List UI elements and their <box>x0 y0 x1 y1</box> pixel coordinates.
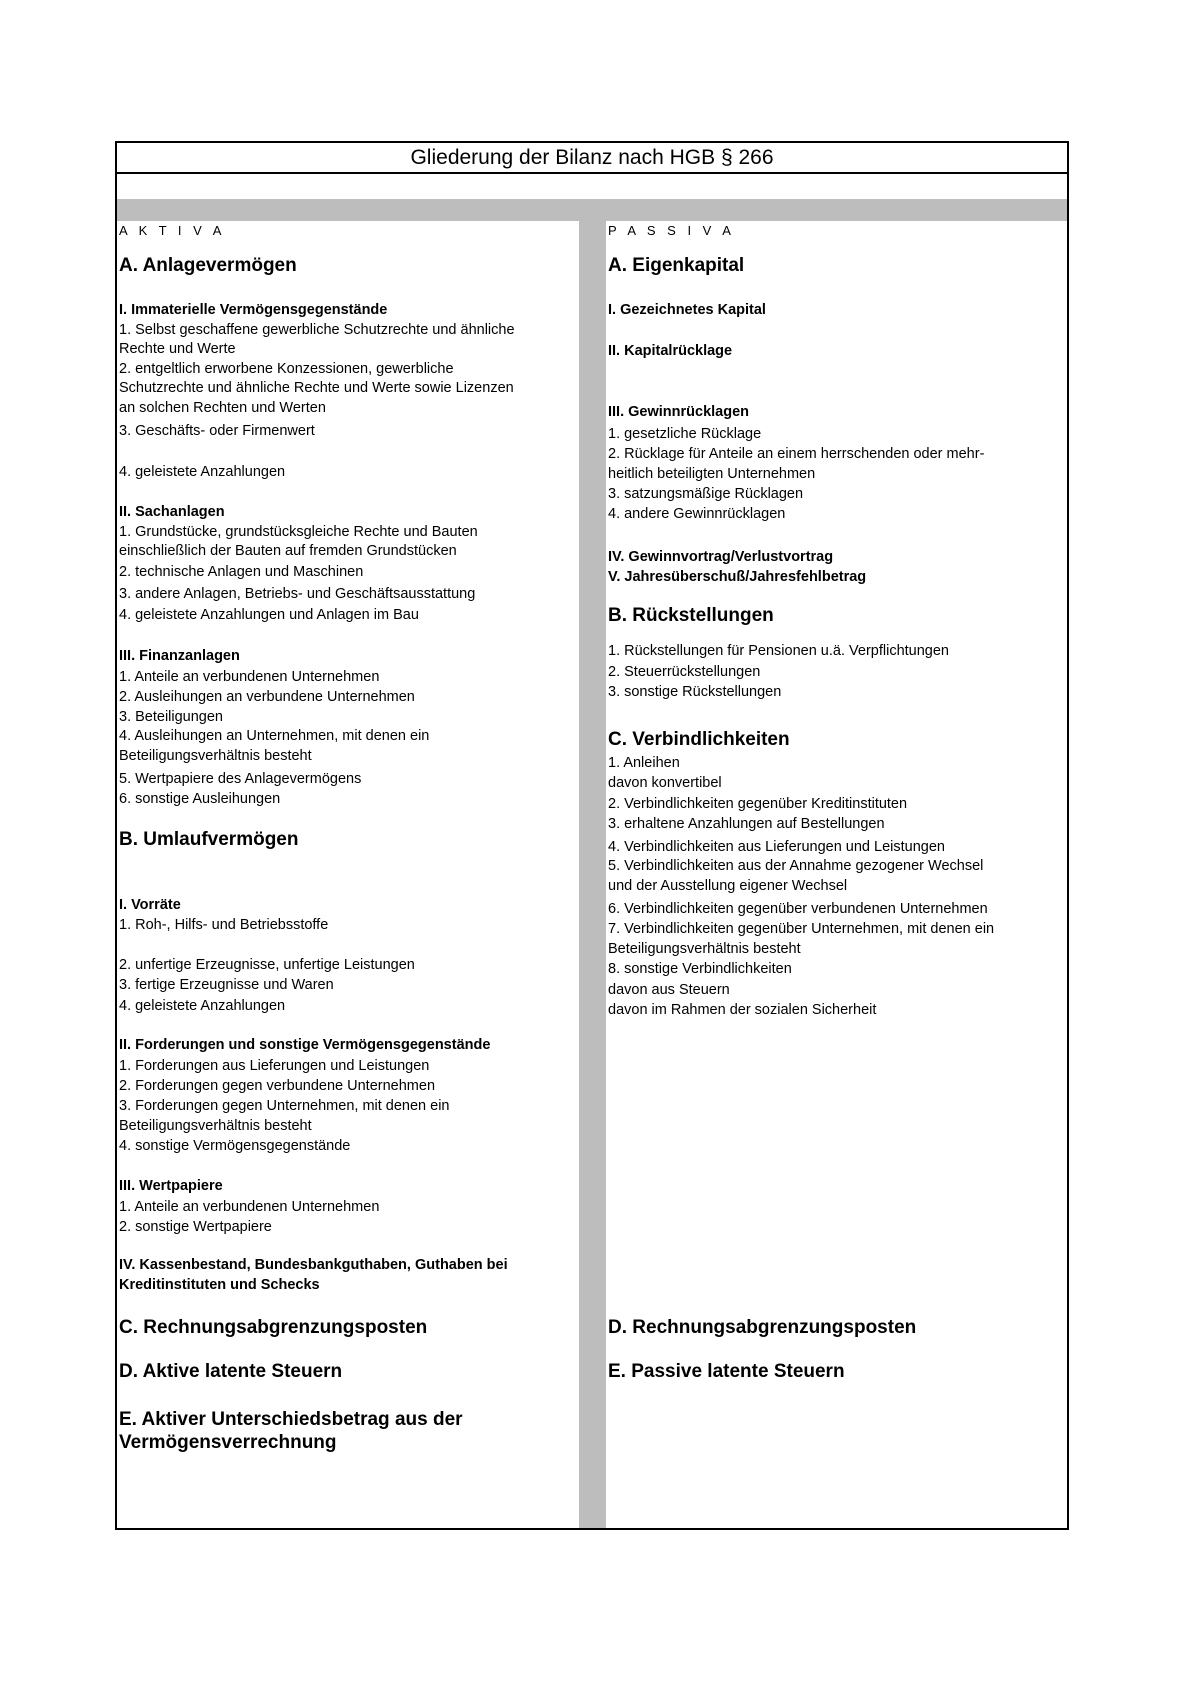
passiva-line: 4. andere Gewinnrücklagen <box>608 506 786 522</box>
aktiva-line: 2. entgeltlich erworbene Konzessionen, gewerbliche <box>119 361 454 377</box>
aktiva-line: 2. sonstige Wertpapiere <box>119 1219 272 1235</box>
aktiva-line: 2. Forderungen gegen verbundene Unternehmen <box>119 1078 436 1094</box>
aktiva-line: einschließlich der Bauten auf fremden Grundstücken <box>119 543 457 559</box>
aktiva-line: 1. Anteile an verbundenen Unternehmen <box>119 669 380 685</box>
aktiva-line: 3. Forderungen gegen Unternehmen, mit denen ein <box>119 1098 450 1114</box>
aktiva-line: II. Sachanlagen <box>119 504 225 520</box>
passiva-line: D. Rechnungsabgrenzungsposten <box>608 1317 917 1338</box>
aktiva-line: 1. Anteile an verbundenen Unternehmen <box>119 1199 380 1215</box>
passiva-column <box>608 221 1068 1528</box>
aktiva-line: Beteiligungsverhältnis besteht <box>119 1118 312 1134</box>
page-title: Gliederung der Bilanz nach HGB § 266 <box>117 143 1067 174</box>
aktiva-line: C. Rechnungsabgrenzungsposten <box>119 1317 428 1338</box>
passiva-line: 1. gesetzliche Rücklage <box>608 426 762 442</box>
passiva-line: B. Rückstellungen <box>608 605 774 626</box>
passiva-line: II. Kapitalrücklage <box>608 343 733 359</box>
aktiva-line: I. Immaterielle Vermögensgegenstände <box>119 302 388 318</box>
passiva-line: davon konvertibel <box>608 775 722 791</box>
aktiva-line: 4. Ausleihungen an Unternehmen, mit denen ein <box>119 728 430 744</box>
passiva-line: 3. satzungsmäßige Rücklagen <box>608 486 804 502</box>
aktiva-line: 4. geleistete Anzahlungen <box>119 464 286 480</box>
aktiva-line: 2. Ausleihungen an verbundene Unternehmen <box>119 689 415 705</box>
passiva-line: davon im Rahmen der sozialen Sicherheit <box>608 1002 877 1018</box>
passiva-line: 2. Rücklage für Anteile an einem herrschenden oder mehr- <box>608 446 985 462</box>
aktiva-line: 3. Beteiligungen <box>119 709 223 725</box>
aktiva-line: IV. Kassenbestand, Bundesbankguthaben, Guthaben bei <box>119 1257 508 1273</box>
passiva-line: 6. Verbindlichkeiten gegenüber verbundenen Unternehmen <box>608 901 988 917</box>
aktiva-line: 3. andere Anlagen, Betriebs- und Geschäftsausstattung <box>119 586 476 602</box>
aktiva-line: Schutzrechte und ähnliche Rechte und Werte sowie Lizenzen <box>119 380 514 396</box>
aktiva-line: 3. Geschäfts- oder Firmenwert <box>119 423 315 439</box>
aktiva-header: A K T I V A <box>119 223 226 238</box>
aktiva-line: 4. geleistete Anzahlungen und Anlagen im Bau <box>119 607 419 623</box>
passiva-line: I. Gezeichnetes Kapital <box>608 302 766 318</box>
aktiva-line: 1. Roh-, Hilfs- und Betriebsstoffe <box>119 917 329 933</box>
passiva-line: 3. sonstige Rückstellungen <box>608 684 782 700</box>
aktiva-column <box>119 221 577 1528</box>
passiva-line: E. Passive latente Steuern <box>608 1361 845 1382</box>
passiva-line: A. Eigenkapital <box>608 255 745 276</box>
column-divider <box>579 221 606 1528</box>
aktiva-line: 2. technische Anlagen und Maschinen <box>119 564 364 580</box>
passiva-line: 3. erhaltene Anzahlungen auf Bestellungen <box>608 816 885 832</box>
aktiva-line: 1. Grundstücke, grundstücksgleiche Rechte und Bauten <box>119 524 478 540</box>
aktiva-line: an solchen Rechten und Werten <box>119 400 326 416</box>
aktiva-line: A. Anlagevermögen <box>119 255 297 276</box>
aktiva-line: 4. sonstige Vermögensgegenstände <box>119 1138 351 1154</box>
passiva-line: III. Gewinnrücklagen <box>608 404 750 420</box>
aktiva-line: 6. sonstige Ausleihungen <box>119 791 281 807</box>
passiva-line: 1. Rückstellungen für Pensionen u.ä. Verpflichtungen <box>608 643 949 659</box>
passiva-line: V. Jahresüberschuß/Jahresfehlbetrag <box>608 569 867 585</box>
passiva-line: 2. Steuerrückstellungen <box>608 664 761 680</box>
aktiva-line: Kreditinstituten und Schecks <box>119 1277 320 1293</box>
passiva-line: und der Ausstellung eigener Wechsel <box>608 878 848 894</box>
passiva-line: davon aus Steuern <box>608 982 730 998</box>
aktiva-line: D. Aktive latente Steuern <box>119 1361 343 1382</box>
aktiva-line: III. Wertpapiere <box>119 1178 223 1194</box>
aktiva-line: E. Aktiver Unterschiedsbetrag aus der <box>119 1409 463 1430</box>
balance-sheet-frame <box>115 141 1069 1530</box>
aktiva-line: Vermögensverrechnung <box>119 1432 337 1453</box>
aktiva-line: 5. Wertpapiere des Anlagevermögens <box>119 771 362 787</box>
passiva-line: 4. Verbindlichkeiten aus Lieferungen und Leistungen <box>608 839 945 855</box>
gray-header-band <box>117 199 1067 221</box>
aktiva-line: 3. fertige Erzeugnisse und Waren <box>119 977 334 993</box>
passiva-header: P A S S I V A <box>608 223 735 238</box>
passiva-line: 5. Verbindlichkeiten aus der Annahme gezogener Wechsel <box>608 858 984 874</box>
aktiva-line: Beteiligungsverhältnis besteht <box>119 748 312 764</box>
aktiva-line: Rechte und Werte <box>119 341 236 357</box>
passiva-line: 1. Anleihen <box>608 755 680 771</box>
passiva-line: Beteiligungsverhältnis besteht <box>608 941 801 957</box>
passiva-line: C. Verbindlichkeiten <box>608 729 790 750</box>
aktiva-line: B. Umlaufvermögen <box>119 829 299 850</box>
aktiva-line: 4. geleistete Anzahlungen <box>119 998 286 1014</box>
aktiva-line: 1. Selbst geschaffene gewerbliche Schutzrechte und ähnliche <box>119 322 515 338</box>
aktiva-line: III. Finanzanlagen <box>119 648 240 664</box>
aktiva-line: II. Forderungen und sonstige Vermögensgegenstände <box>119 1037 491 1053</box>
aktiva-line: 1. Forderungen aus Lieferungen und Leistungen <box>119 1058 430 1074</box>
passiva-line: 2. Verbindlichkeiten gegenüber Kreditinstituten <box>608 796 908 812</box>
passiva-line: 7. Verbindlichkeiten gegenüber Unternehmen, mit denen ein <box>608 921 995 937</box>
passiva-line: 8. sonstige Verbindlichkeiten <box>608 961 792 977</box>
aktiva-line: I. Vorräte <box>119 897 181 913</box>
passiva-line: heitlich beteiligten Unternehmen <box>608 466 816 482</box>
passiva-line: IV. Gewinnvortrag/Verlustvortrag <box>608 549 834 565</box>
aktiva-line: 2. unfertige Erzeugnisse, unfertige Leistungen <box>119 957 415 973</box>
